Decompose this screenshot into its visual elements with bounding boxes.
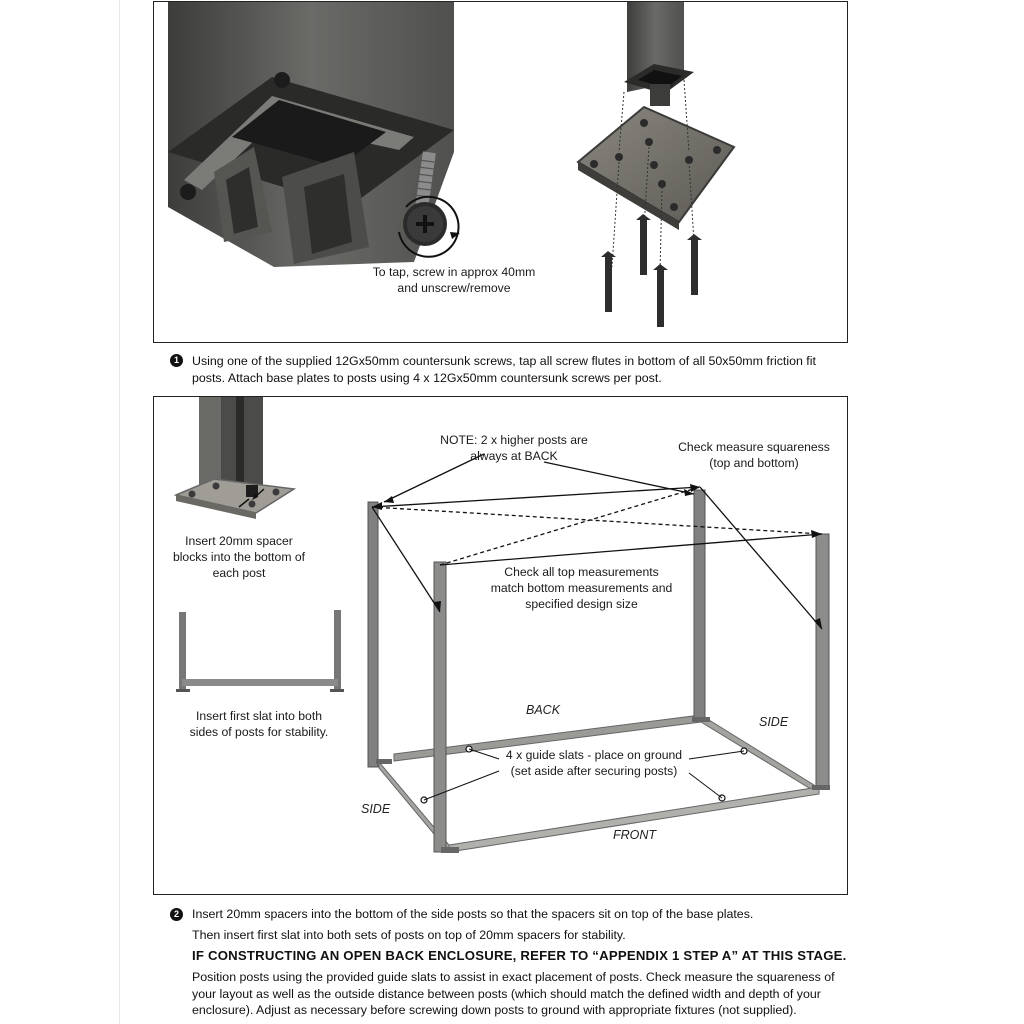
spacer-note (164, 533, 314, 581)
tap-note (349, 264, 559, 296)
step2-para-line: enclosure). Adjust as necessary before screwing down posts to ground with appropriate fixtures (not supplied). (192, 1003, 797, 1017)
side-right-label: SIDE (759, 715, 789, 729)
top-meas-line: specified design size (525, 597, 638, 611)
step1-line: posts. Attach base plates to posts using 4 x 12Gx50mm countersunk screws per post. (192, 370, 662, 385)
slat-note (169, 708, 349, 740)
step2-line: Insert 20mm spacers into the bottom of the side posts so that the spacers sit on top of the base plates. (192, 907, 754, 921)
tap-note-line: To tap, screw in approx 40mm (372, 265, 536, 279)
step1-text (192, 353, 852, 386)
step2-line: Then insert first slat into both sets of posts on top of 20mm spacers for stability. (192, 927, 626, 942)
tap-note-line: and unscrew/remove (397, 281, 511, 295)
slat-note-line: sides of posts for stability. (189, 725, 329, 739)
step1-badge: 1 (170, 354, 183, 367)
squareness-note (669, 439, 839, 471)
step1-illustration-panel (153, 1, 848, 343)
spacer-note-line: blocks into the bottom of (172, 550, 306, 564)
step2-para-line: Position posts using the provided guide slats to assist in exact placement of posts. Check measure the squareness of (192, 970, 835, 984)
top-measurements-note (479, 564, 684, 612)
top-meas-line: Check all top measurements (504, 565, 659, 579)
step2-illustration-panel (153, 396, 848, 895)
enclosure-frame (368, 490, 830, 853)
step2-illustration (154, 397, 847, 894)
step2-para-line: your layout as well as the outside distance between posts (which should match the defined width and depth of your (192, 986, 821, 1001)
open-back-warning: IF CONSTRUCTING AN OPEN BACK ENCLOSURE, REFER TO “APPENDIX 1 STEP A” AT THIS STAGE. (192, 948, 847, 963)
step2-paragraph (192, 969, 852, 1019)
guide-line: 4 x guide slats - place on ground (505, 748, 683, 762)
side-left-label: SIDE (361, 802, 391, 816)
squareness-line: (top and bottom) (709, 456, 799, 470)
squareness-line: Check measure squareness (678, 440, 830, 454)
higher-posts-note (414, 432, 614, 464)
guide-line: (set aside after securing posts) (510, 764, 678, 778)
spacer-closeup (176, 397, 294, 519)
front-label: FRONT (613, 828, 657, 842)
step2-badge: 2 (170, 908, 183, 921)
step1-line: Using one of the supplied 12Gx50mm countersunk screws, tap all screw flutes in bottom of all 50x50mm friction fit (192, 354, 816, 368)
page-margin-line (119, 0, 120, 1024)
higher-posts-line: always at BACK (470, 449, 558, 463)
first-slat-sketch (176, 610, 344, 692)
guide-slats-note (489, 747, 699, 779)
spacer-note-line: Insert 20mm spacer (185, 534, 293, 548)
post-with-base-plate (578, 2, 734, 327)
back-label: BACK (526, 703, 561, 717)
slat-note-line: Insert first slat into both (196, 709, 322, 723)
higher-posts-line: NOTE: 2 x higher posts are (440, 433, 588, 447)
top-meas-line: match bottom measurements and (490, 581, 673, 595)
spacer-note-line: each post (212, 566, 266, 580)
step2-intro (192, 906, 852, 943)
